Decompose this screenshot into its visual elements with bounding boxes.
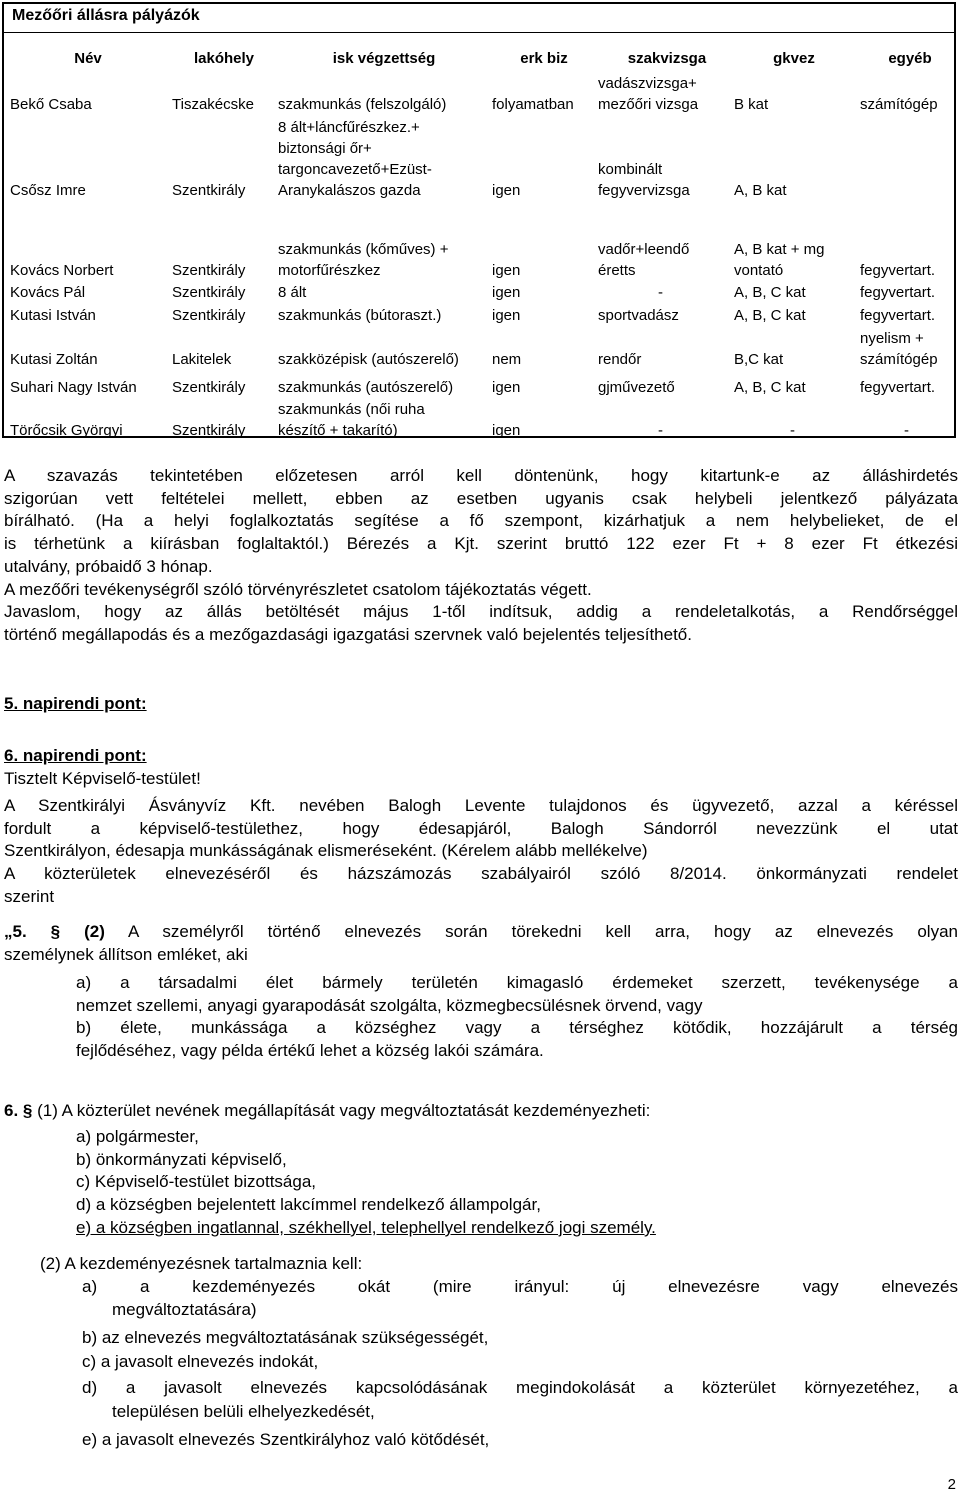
table-cell-drive: A, B kat (734, 182, 787, 199)
table-cell-exam: fegyvervizsga (598, 182, 690, 199)
section-6-line (4, 1100, 650, 1123)
table-cell-drive: A, B, C kat (734, 307, 806, 324)
section-5-number: „5. § (2) (4, 922, 105, 941)
table-cell-city: Szentkirály (172, 262, 246, 279)
table-cell-drive: A, B kat + mg (734, 241, 825, 258)
text-line: fejlődéséhez, vagy példa értékű lehet a község lakói számára. (76, 1041, 544, 1061)
table-cell-erk: igen (492, 379, 521, 396)
table-cell-name: Suhari Nagy István (10, 379, 137, 396)
table-cell-erk: folyamatban (492, 96, 574, 113)
table-cell-school: szakmunkás (autószerelő) (278, 379, 454, 396)
title-divider (4, 32, 954, 33)
text-line: e) a javasolt elnevezés Szentkirályhoz való kötődését, (82, 1430, 490, 1449)
table-cell-school: motorfűrészkez (278, 262, 381, 279)
column-header: egyéb (888, 50, 932, 67)
table-cell-city: Lakitelek (172, 351, 232, 368)
column-header: isk végzettség (332, 50, 436, 67)
table-cell-erk: igen (492, 307, 521, 324)
table-cell-exam: gjművezető (598, 379, 675, 396)
table-cell-exam: éretts (598, 262, 636, 279)
text-line: a) a társadalmi élet bármely területén kimagasló érdemeket szerzett, tevékenysége a (76, 973, 958, 992)
table-cell-city: Szentkirály (172, 284, 246, 301)
table-cell-drive: vontató (734, 262, 784, 279)
table-cell-exam: kombinált (598, 161, 663, 178)
text-line: utalvány, próbaidő 3 hónap. (4, 556, 213, 576)
table-cell-other: fegyvertart. (860, 379, 936, 396)
column-header: lakóhely (193, 50, 255, 67)
table-cell-school: biztonsági őr+ (278, 140, 372, 157)
text-line: Javaslom, hogy az állás betöltését május 1-től indítsuk, addig a rendeletalkotás, a Rendőrséggel (4, 602, 958, 622)
column-header: szakvizsga (627, 50, 707, 67)
text-line: A közterületek elnevezéséről és házszámozás szabályairól szóló 8/2014. önkormányzati rendelet (4, 864, 958, 884)
text-line: c) a javasolt elnevezés indokát, (82, 1352, 319, 1371)
table-cell-erk: igen (492, 284, 521, 301)
table-cell-exam: sportvadász (598, 307, 679, 324)
table-cell-name: Bekő Csaba (10, 96, 92, 113)
column-header: erk biz (520, 50, 568, 67)
text-line: a) polgármester, (76, 1127, 199, 1146)
table-cell-name: Kutasi Zoltán (10, 351, 98, 368)
table-cell-erk: igen (492, 262, 521, 279)
table-cell-name: Kutasi István (10, 307, 96, 324)
table-cell-city: Szentkirály (172, 182, 246, 199)
text-line: d) a községben bejelentett lakcímmel rendelkező állampolgár, (76, 1195, 541, 1215)
table-cell-city: Tiszakécske (172, 96, 254, 113)
table-cell-other: fegyvertart. (860, 262, 936, 279)
text-line: b) önkormányzati képviselő, (76, 1149, 287, 1169)
table-cell-school: 8 ált (278, 284, 307, 301)
table-cell-other: fegyvertart. (860, 307, 936, 324)
table-cell-school: szakmunkás (felszolgáló) (278, 96, 447, 113)
section-6-para-2: (2) A kezdeményezésnek tartalmaznia kell: (40, 1254, 363, 1273)
table-cell-exam: rendőr (598, 351, 642, 368)
table-cell-erk: igen (492, 182, 521, 199)
text-line: megváltoztatására) (112, 1300, 257, 1319)
text-line: c) Képviselő-testület bizottsága, (76, 1172, 317, 1192)
agenda-heading-5: 5. napirendi pont: (4, 694, 147, 713)
agenda-heading-6: 6. napirendi pont: (4, 746, 147, 765)
table-cell-name: Csősz Imre (10, 182, 86, 199)
applicants-table (2, 2, 956, 438)
column-header: Név (74, 50, 102, 67)
table-cell-other: számítógép (860, 96, 938, 113)
table-cell-school: szakmunkás (bútoraszt.) (278, 307, 442, 324)
text-line: b) élete, munkássága a községhez vagy a térséghez kötődik, hozzájárult a térség (76, 1018, 958, 1038)
table-cell-city: Szentkirály (172, 422, 246, 439)
text-line: fordult a képviselő-testülethez, hogy édesapjáról, Balogh Sándorról nevezzünk el utat (4, 818, 958, 838)
table-cell-drive: B,C kat (734, 351, 784, 368)
salutation: Tisztelt Képviselő-testület! (4, 769, 201, 788)
text-line: e) a községben ingatlannal, székhellyel, telephellyel rendelkező jogi személy. (76, 1217, 656, 1237)
table-cell-drive: - (790, 422, 795, 439)
text-line: d) a javasolt elnevezés kapcsolódásának megindokolását a közterület környezetéhez, a (82, 1378, 958, 1397)
table-title: Mezőőri állásra pályázók (12, 7, 200, 24)
text-line: A mezőőri tevékenységről szóló törvényrészletet csatolom tájékoztatás végett. (4, 579, 592, 599)
table-cell-school: 8 ált+láncfűrészkez.+ (278, 119, 420, 136)
table-cell-exam: vadászvizsga+ (598, 75, 697, 92)
section-5-line (4, 921, 958, 944)
table-cell-school: szakmunkás (női ruha (278, 401, 425, 418)
text-line: is térhetünk a kiírásban foglaltaktól.) Bérezés a Kjt. szerint bruttó 122 ezer Ft + 8 ezer Ft étkezési (4, 534, 958, 554)
table-cell-school: szakközépisk (autószerelő) (278, 351, 459, 368)
table-cell-other: számítógép (860, 351, 938, 368)
table-cell-city: Szentkirály (172, 307, 246, 324)
table-cell-school: szakmunkás (kőműves) + (278, 241, 449, 258)
table-cell-school: Aranykalászos gazda (278, 182, 421, 199)
text-line: A szavazás tekintetében előzetesen arról kell döntenünk, hogy kitartunk-e az álláshirdetés (4, 466, 958, 485)
table-cell-erk: igen (492, 422, 521, 439)
column-header: gkvez (773, 50, 815, 67)
section-5-line2: személynek állítson emléket, aki (4, 945, 248, 964)
table-cell-exam: mezőőri vizsga (598, 96, 699, 113)
table-cell-name: Kovács Pál (10, 284, 86, 301)
text-line: A Szentkirályi Ásványvíz Kft. nevében Balogh Levente tulajdonos és ügyvezető, azzal a kéréssel (4, 796, 958, 815)
table-cell-school: targoncavezető+Ezüst- (278, 161, 432, 178)
section-6-text: (1) A közterület nevének megállapítását vagy megváltoztatását kezdeményezheti: (37, 1101, 651, 1120)
section-5-text: A személyről történő elnevezés során törekedni kell arra, hogy az elnevezés olyan (127, 922, 958, 941)
text-line: történő megállapodás és a mezőgazdasági igazgatási szervnek való bejelentés teljesíthető. (4, 624, 692, 644)
text-line: nemzet szellemi, anyagi gyarapodását szolgálta, közmegbecsülésnek örvend, vagy (76, 995, 703, 1015)
table-cell-other: fegyvertart. (860, 284, 936, 301)
table-cell-other: nyelism + (860, 330, 924, 347)
table-cell-city: Szentkirály (172, 379, 246, 396)
text-line: szerint (4, 886, 55, 906)
text-line: településen belüli elhelyezkedését, (112, 1402, 375, 1421)
page-number: 2 (947, 1476, 956, 1493)
table-cell-drive: A, B, C kat (734, 379, 806, 396)
table-cell-name: Törőcsik Györgyi (10, 422, 123, 439)
table-cell-other: - (904, 422, 909, 439)
table-cell-exam: vadőr+leendő (598, 241, 690, 258)
table-cell-erk: nem (492, 351, 522, 368)
table-cell-name: Kovács Norbert (10, 262, 114, 279)
table-cell-drive: B kat (734, 96, 769, 113)
table-cell-exam: - (658, 422, 663, 439)
table-cell-school: készítő + takarító) (278, 422, 398, 439)
section-6-number: 6. § (4, 1101, 33, 1120)
text-line: b) az elnevezés megváltoztatásának szükségességét, (82, 1328, 489, 1347)
text-line: Szentkirályon, édesapja munkásságának elismeréseként. (Kérelem alább mellékelve) (4, 841, 648, 861)
text-line: szigorúan vett feltételei mellett, ebben az esetben ugyanis csak helybeli jelentkező pályázata (4, 488, 958, 508)
table-cell-exam: - (658, 284, 663, 301)
text-line: bírálható. (Ha a helyi foglalkoztatás segítése a fő szempont, kizárhatjuk a nem helybelieket, de el (4, 511, 958, 531)
text-line: a) a kezdeményezés okát (mire irányul: új elnevezésre vagy elnevezés (82, 1277, 958, 1296)
table-cell-drive: A, B, C kat (734, 284, 806, 301)
